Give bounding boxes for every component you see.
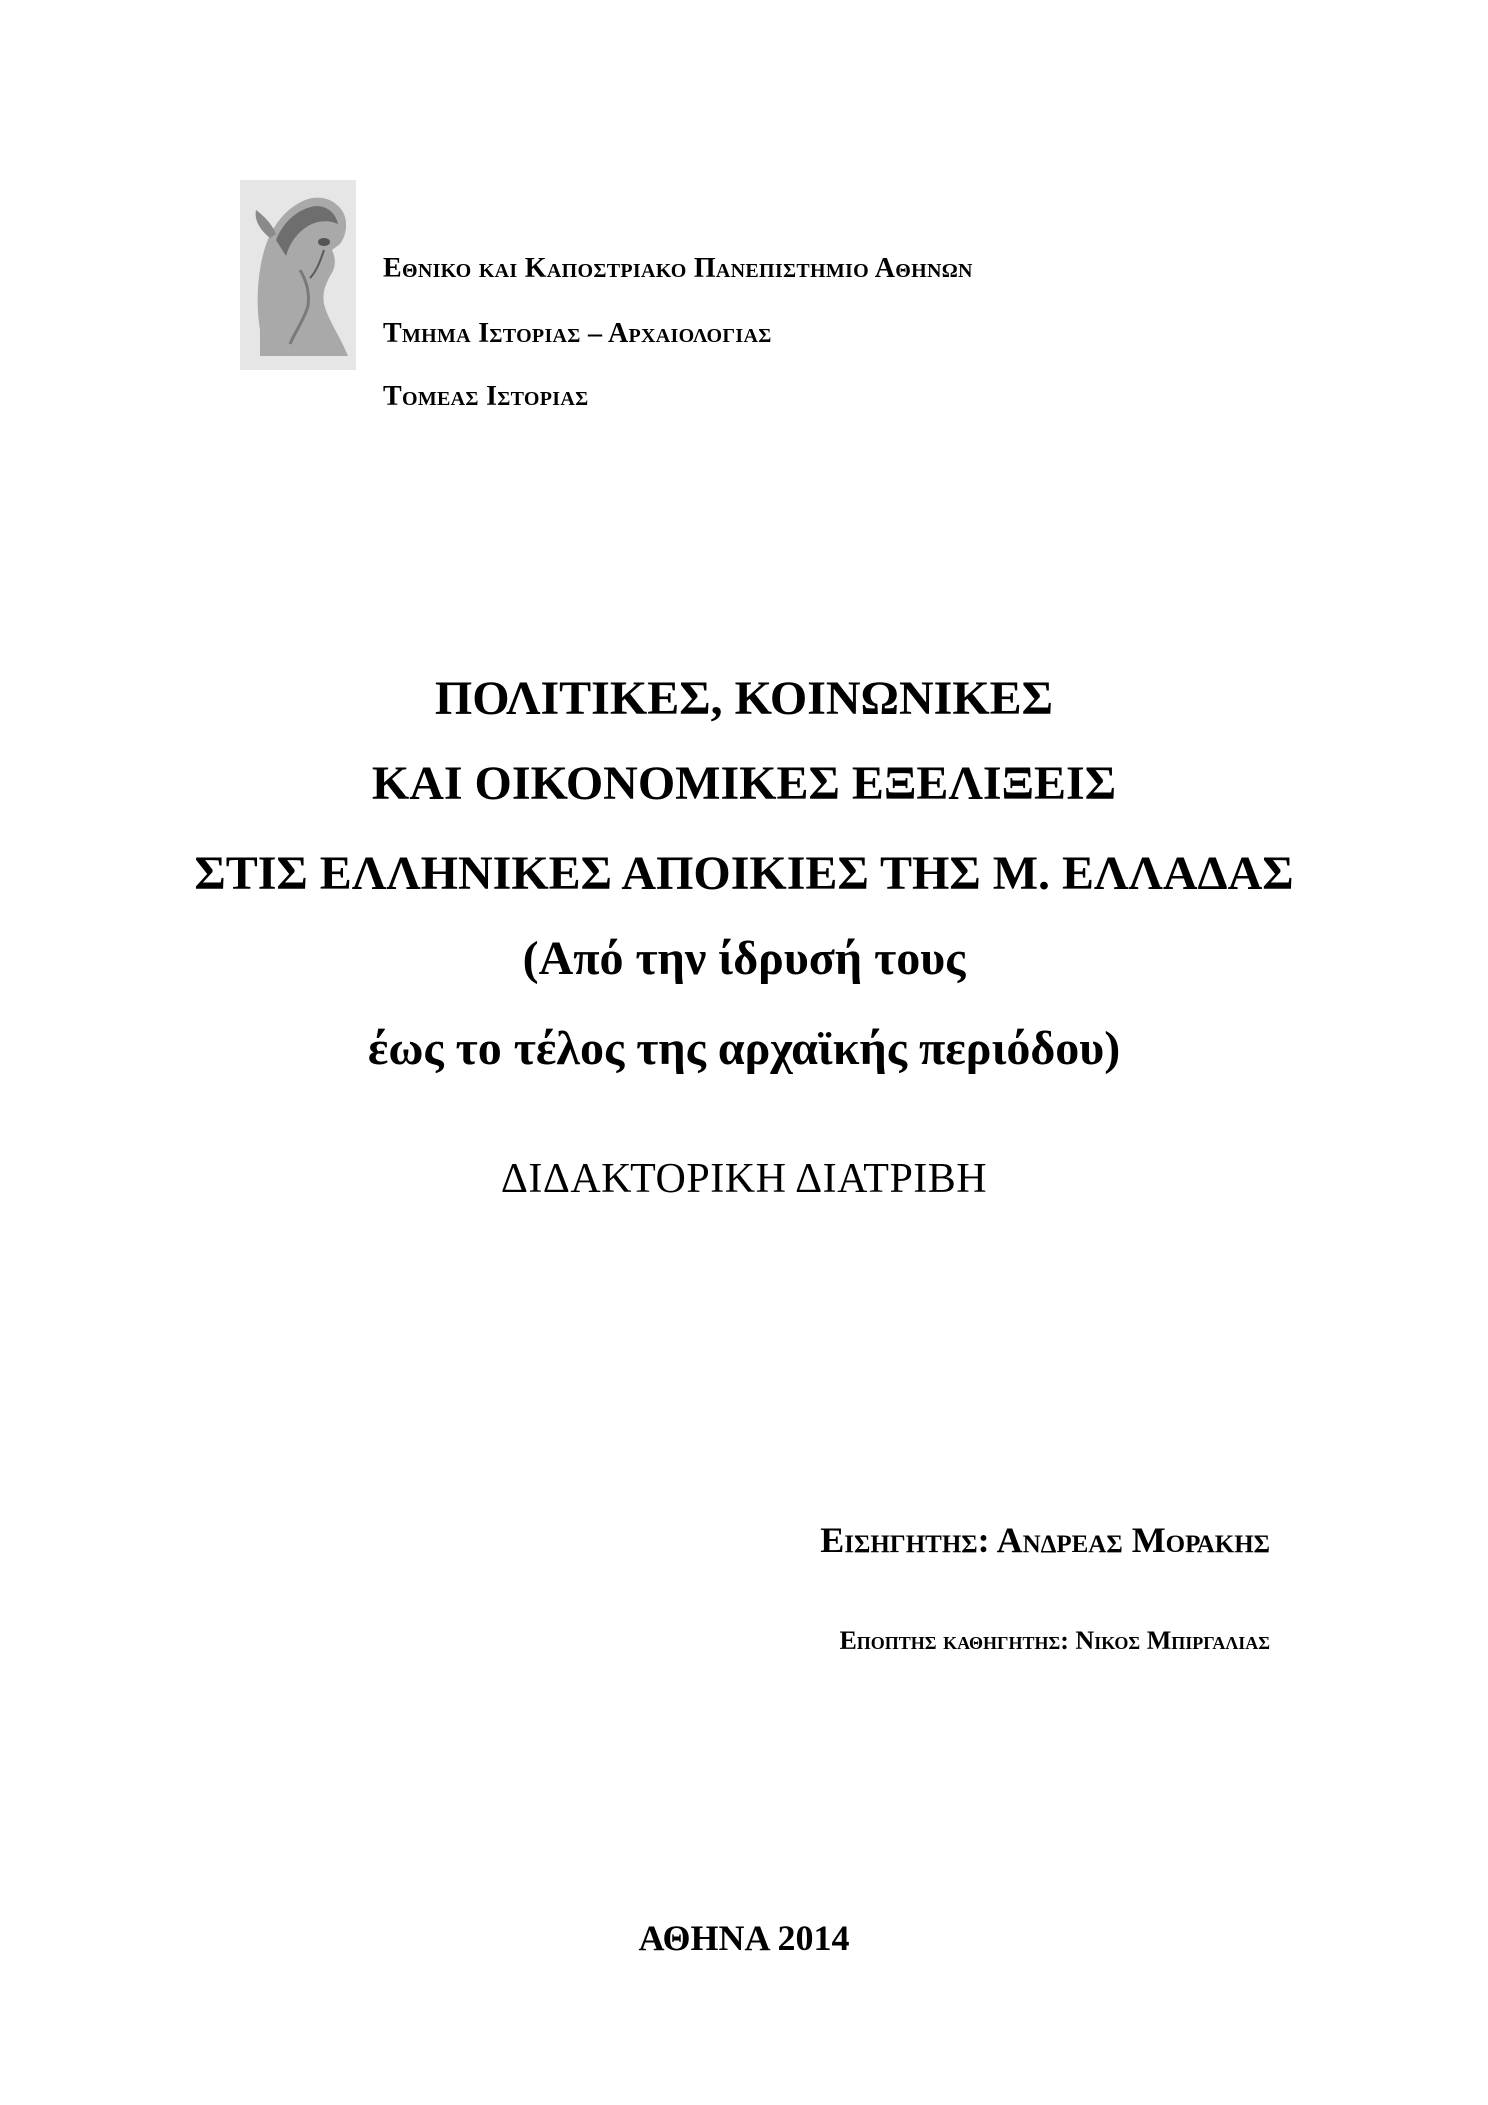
department-name: Τμημα Ιστοριας – Αρχαιολογιας [383,318,772,349]
rapporteur: Εισηγητης: Ανδρεας Μορακης [820,1520,1270,1560]
athena-helmet-icon [240,180,356,370]
title-line-1: ΠΟΛΙΤΙΚΕΣ, ΚΟΙΝΩΝΙΚΕΣ [434,672,1054,725]
document-type: ΔΙΔΑΚΤΟΡΙΚΗ ΔΙΑΤΡΙΒΗ [500,1156,988,1202]
place-year: ΑΘΗΝΑ 2014 [638,1918,850,1958]
title-line-3: ΣΤΙΣ ΕΛΛΗΝΙΚΕΣ ΑΠΟΙΚΙΕΣ ΤΗΣ Μ. ΕΛΛΑΔΑΣ [194,847,1294,900]
institution-name: Εθνικο και Καποστριακο Πανεπιστημιο Αθηνων [383,253,973,284]
section-name: Τομεας Ιστοριας [383,381,589,412]
subtitle-line-1: (Από την ίδρυσή τους [522,932,966,985]
subtitle-line-2: έως το τέλος της αρχαϊκής περιόδου) [367,1022,1121,1075]
supervisor: Εποπτης καθηγητης: Νικος Μπιργαλιας [839,1626,1270,1655]
title-line-2: ΚΑΙ ΟΙΚΟΝΟΜΙΚΕΣ ΕΞΕΛΙΞΕΙΣ [371,757,1117,810]
